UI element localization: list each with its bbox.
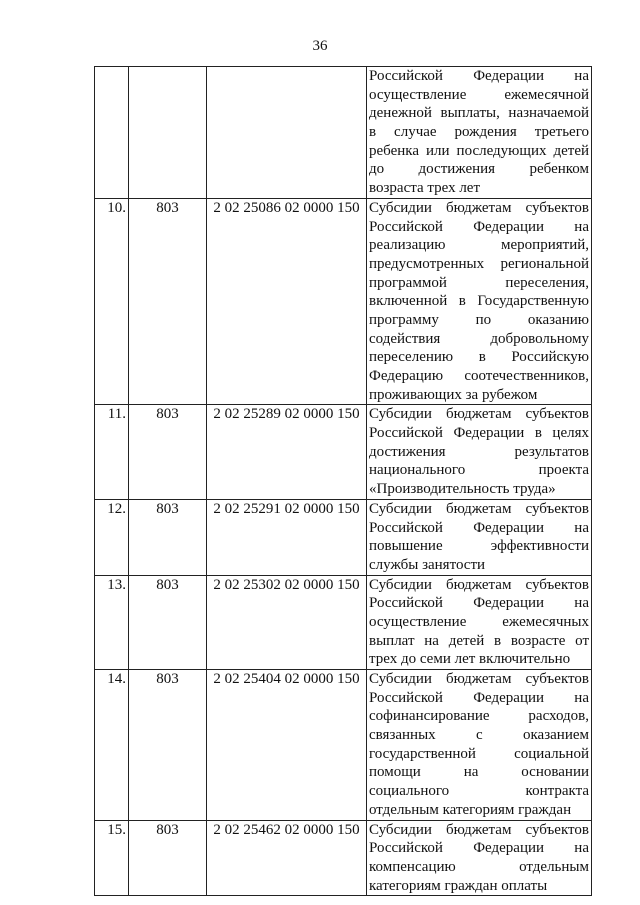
revenue-description-cell (367, 820, 592, 896)
table-body (95, 67, 592, 896)
description-line: «Производительность труда» (369, 481, 556, 498)
row-number-cell: 14. (95, 670, 129, 821)
description-line: Субсидии бюджетам субъектов (369, 576, 589, 593)
administrator-code-cell: 803 (129, 405, 207, 499)
description-line: возраста трех лет (369, 180, 481, 197)
description-line: социального контракта (369, 783, 589, 800)
row-number-cell: 11. (95, 405, 129, 499)
description-line: софинансирование расходов, (369, 708, 589, 725)
budget-classification-code-cell: 2 02 25462 02 0000 150 (207, 820, 367, 896)
description-line: выплат на детей в возрасте от (369, 632, 589, 649)
row-number-cell (95, 67, 129, 199)
table-row (95, 67, 592, 199)
description-line: Российской Федерации в целях (369, 425, 589, 442)
revenue-description-cell (367, 198, 592, 405)
table-row (95, 198, 592, 405)
administrator-code-cell: 803 (129, 198, 207, 405)
description-line: Субсидии бюджетам субъектов (369, 500, 589, 517)
row-number-cell: 13. (95, 575, 129, 669)
description-line: Российской Федерации на (369, 595, 589, 612)
description-line: Субсидии бюджетам субъектов (369, 821, 589, 838)
budget-classification-code-cell (207, 67, 367, 199)
table-row (95, 820, 592, 896)
budget-revenue-table (94, 66, 592, 896)
description-line: осуществление ежемесячной (369, 86, 589, 103)
description-line: содействия добровольному (369, 330, 589, 347)
description-line: Субсидии бюджетам субъектов (369, 406, 589, 423)
description-line: в случае рождения третьего (369, 124, 589, 141)
budget-classification-code-cell: 2 02 25404 02 0000 150 (207, 670, 367, 821)
description-line: достижения результатов (369, 443, 589, 460)
description-line: связанных с оказанием (369, 727, 589, 744)
description-line: включенной в Государственную (369, 293, 589, 310)
description-line: Российской Федерации на (369, 840, 589, 857)
description-line: государственной социальной (369, 745, 589, 762)
description-line: повышение эффективности (369, 538, 589, 555)
description-line: Российской Федерации на (369, 218, 589, 235)
revenue-description-cell (367, 499, 592, 575)
table-row (95, 670, 592, 821)
revenue-description-cell (367, 405, 592, 499)
page-number: 36 (312, 38, 328, 54)
description-line: категориям граждан оплаты (369, 877, 548, 894)
table-row (95, 575, 592, 669)
row-number-cell: 12. (95, 499, 129, 575)
description-line: помощи на основании (369, 764, 589, 781)
administrator-code-cell: 803 (129, 575, 207, 669)
description-line: переселению в Российскую (369, 349, 589, 366)
revenue-description-cell (367, 670, 592, 821)
row-number-cell: 15. (95, 820, 129, 896)
description-line: трех до семи лет включительно (369, 651, 571, 668)
budget-classification-code-cell: 2 02 25291 02 0000 150 (207, 499, 367, 575)
description-line: отдельным категориям граждан (369, 801, 572, 818)
administrator-code-cell: 803 (129, 670, 207, 821)
budget-classification-code-cell: 2 02 25302 02 0000 150 (207, 575, 367, 669)
budget-classification-code-cell: 2 02 25289 02 0000 150 (207, 405, 367, 499)
description-line: Российской Федерации на (369, 519, 589, 536)
description-line: реализацию мероприятий, (369, 237, 589, 254)
description-line: Субсидии бюджетам субъектов (369, 671, 589, 687)
description-line: программу по оказанию (369, 311, 589, 328)
table-row (95, 405, 592, 499)
description-line: ребенка или последующих детей (369, 142, 589, 159)
administrator-code-cell: 803 (129, 499, 207, 575)
description-line: программой переселения, (369, 274, 589, 291)
administrator-code-cell (129, 67, 207, 199)
description-line: службы занятости (369, 556, 486, 573)
description-line: проживающих за рубежом (369, 386, 538, 403)
description-line: Российской Федерации на (369, 689, 589, 706)
administrator-code-cell: 803 (129, 820, 207, 896)
row-number-cell: 10. (95, 198, 129, 405)
description-line: Субсидии бюджетам субъектов (369, 199, 589, 216)
budget-classification-code-cell: 2 02 25086 02 0000 150 (207, 198, 367, 405)
description-line: до достижения ребенком (369, 161, 589, 178)
description-line: Федерацию соотечественников, (369, 368, 589, 384)
description-line: национального проекта (369, 462, 589, 479)
description-line: компенсацию отдельным (369, 858, 589, 875)
description-line: предусмотренных региональной (369, 255, 589, 272)
description-line: осуществление ежемесячных (369, 613, 589, 630)
revenue-description-cell (367, 575, 592, 669)
table-row (95, 499, 592, 575)
description-line: денежной выплаты, назначаемой (369, 105, 589, 122)
revenue-description-cell (367, 67, 592, 199)
description-line: Российской Федерации на (369, 68, 589, 84)
